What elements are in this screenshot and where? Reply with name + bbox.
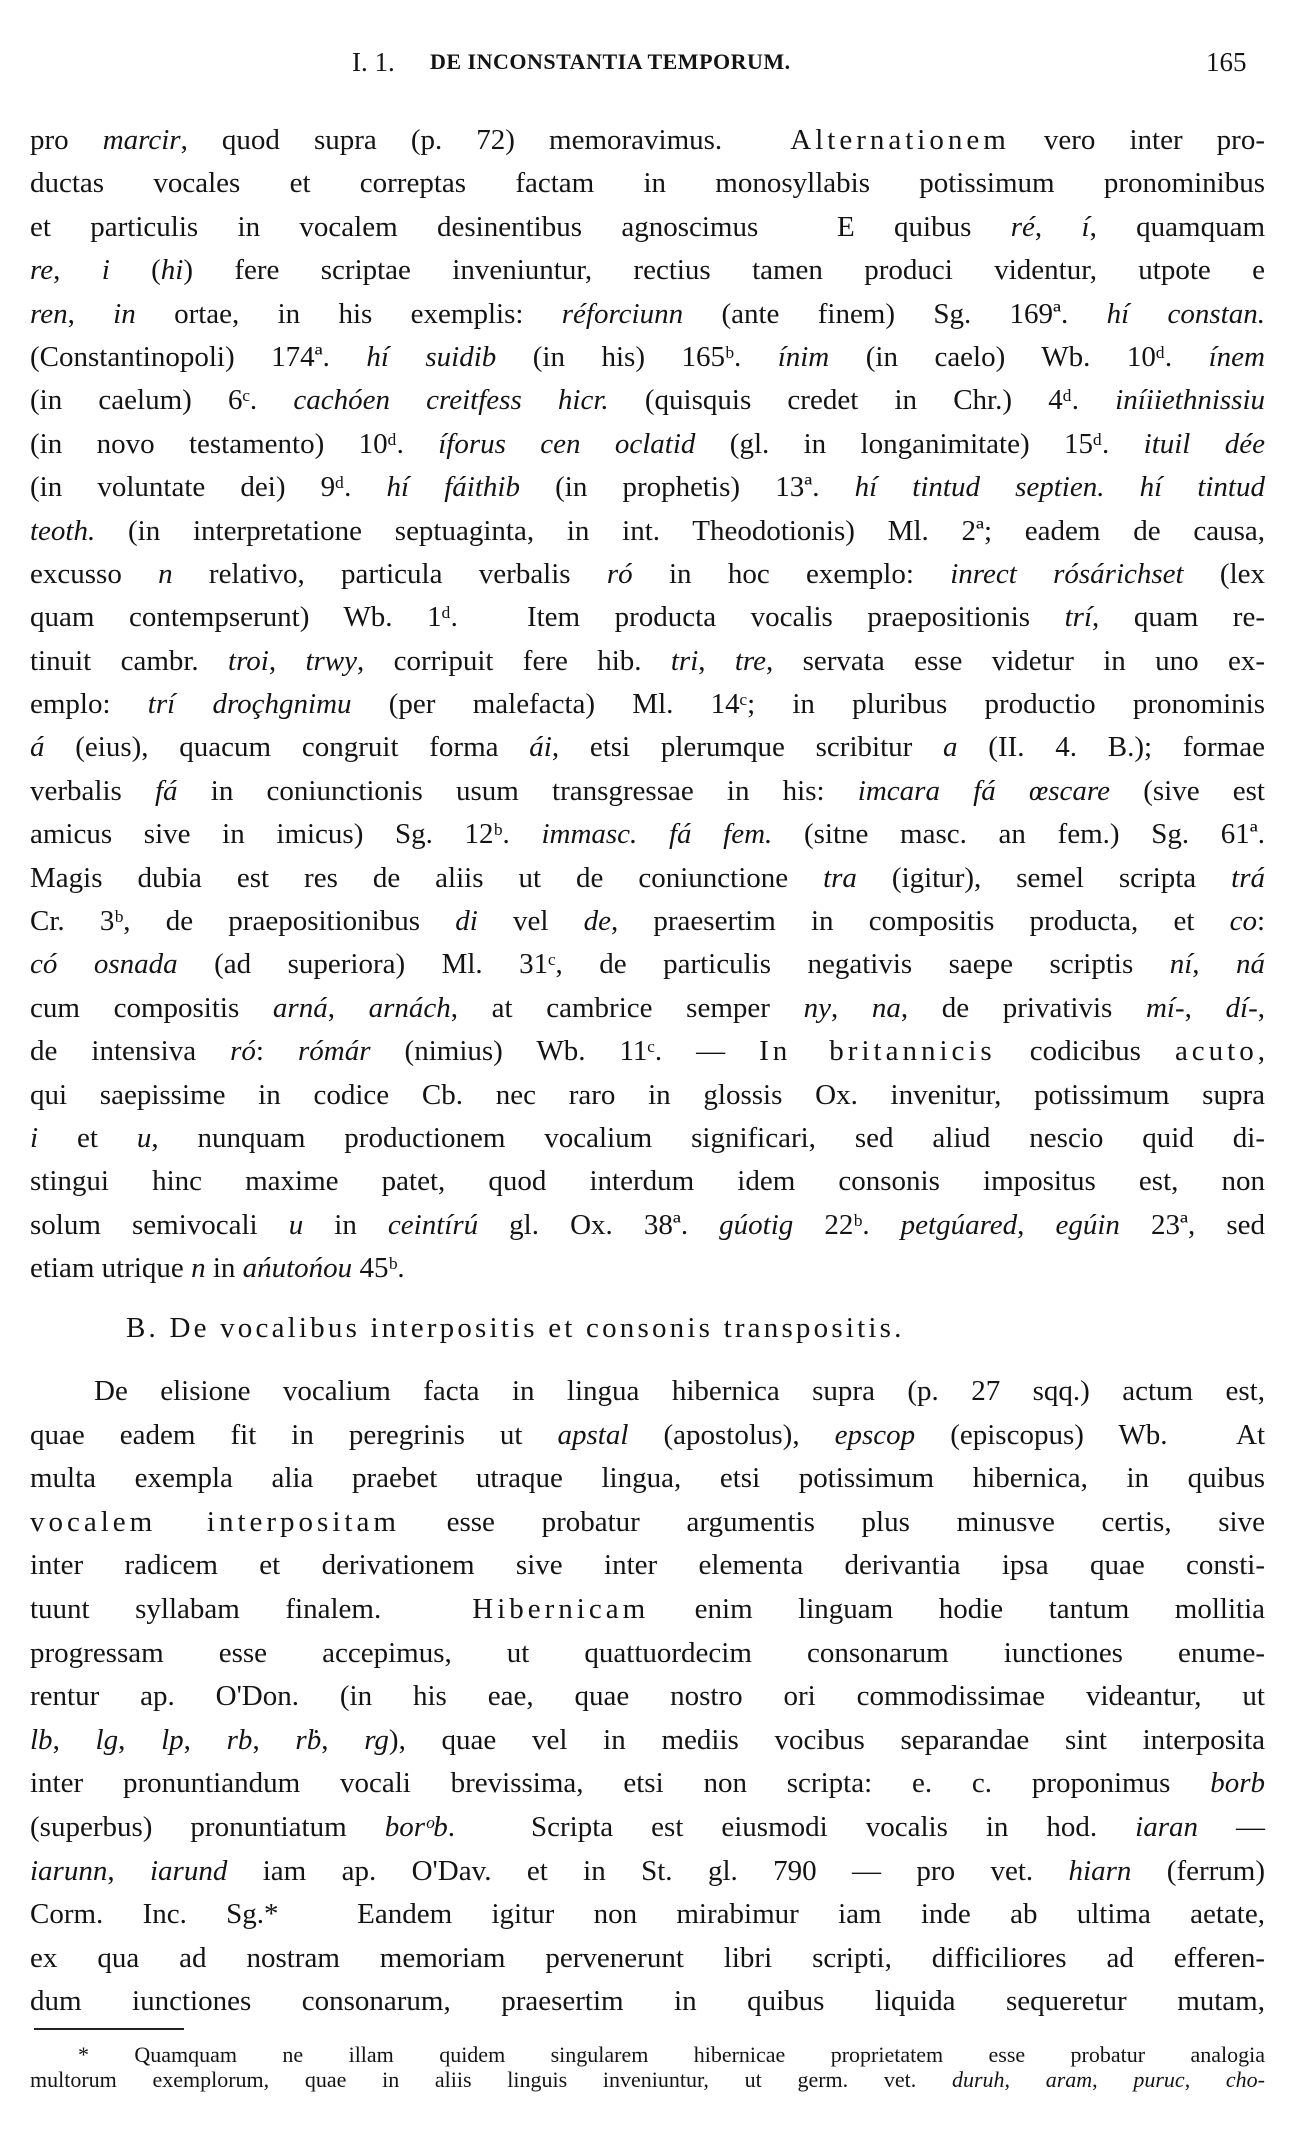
- italic-term: egúin: [1055, 1208, 1120, 1241]
- text-run: ,: [1192, 948, 1236, 981]
- text-run: 23ª, sed: [1119, 1208, 1265, 1241]
- spaced-emphasis: vocalem interpositam: [30, 1505, 400, 1538]
- text-run: . Scripta est eiusmodi vocalis in hod.: [447, 1810, 1136, 1843]
- italic-term: u: [288, 1208, 304, 1241]
- text-run: , de privativis: [900, 991, 1146, 1024]
- text-run: —: [1198, 1810, 1266, 1843]
- text-line: [30, 1030, 1265, 1073]
- text-line: [30, 1117, 1265, 1160]
- italic-term: tra: [823, 861, 857, 894]
- italic-term: co: [1229, 905, 1257, 938]
- text-run: progressam esse accepimus, ut quattuordecim consonarum iunctiones enume-: [30, 1636, 1265, 1669]
- italic-term: ínem: [1208, 340, 1265, 373]
- italic-term: apstal: [557, 1418, 629, 1451]
- text-run: ,: [118, 1723, 162, 1756]
- text-run: stingui hinc maxime patet, quod interdum idem consonis impositus est, non: [30, 1165, 1265, 1198]
- text-run: (in caelo) Wb. 10ᵈ.: [829, 340, 1209, 373]
- text-run: cum compositis: [30, 991, 273, 1024]
- text-line: [30, 770, 1265, 813]
- italic-term: hi: [160, 254, 184, 287]
- italic-term: u: [136, 1121, 152, 1154]
- text-run: (eius), quacum congruit forma: [44, 731, 530, 764]
- italic-term: arná: [272, 991, 328, 1024]
- footnote: [30, 2042, 1265, 2092]
- text-run: (quisquis credet in Chr.) 4ᵈ.: [608, 384, 1116, 417]
- italic-term: imcara fá œscare: [857, 774, 1110, 807]
- italic-term: hiarn: [1068, 1854, 1132, 1887]
- text-line: [30, 1544, 1265, 1588]
- text-run: (apostolus),: [628, 1418, 835, 1451]
- text-run: (in his) 165ᵇ.: [496, 340, 778, 373]
- running-header-title: DE INCONSTANTIA TEMPORUM.: [430, 49, 791, 74]
- text-run: ,: [268, 644, 306, 677]
- italic-term: mí-: [1145, 991, 1185, 1024]
- italic-term: ná: [1236, 948, 1265, 981]
- text-run: dum iunctiones consonarum, praesertim in quibus liquida sequeretur mutam,: [30, 1985, 1265, 2018]
- text-line: [30, 119, 1265, 162]
- italic-term: de: [583, 905, 611, 938]
- italic-term: rb: [226, 1723, 253, 1756]
- italic-term: hí suidib: [366, 340, 497, 373]
- italic-term: có osnada: [30, 948, 178, 981]
- text-run: excusso: [30, 557, 159, 590]
- text-run: qui saepissime in codice Cb. nec raro in glossis Ox. invenitur, potissimum supra: [30, 1078, 1265, 1111]
- text-run: relativo, particula verbalis: [172, 557, 607, 590]
- text-run: de intensiva: [30, 1035, 231, 1068]
- text-run: ,: [1034, 210, 1082, 243]
- italic-term: in: [113, 297, 136, 330]
- text-run: vel: [477, 905, 584, 938]
- text-run: pro: [30, 124, 103, 156]
- text-line: [30, 900, 1265, 943]
- text-run: tinuit cambr.: [30, 644, 229, 677]
- text-run: etiam utrique: [30, 1252, 192, 1285]
- text-run: (superbus) pronuntiatum: [30, 1810, 385, 1843]
- text-run: (igitur), semel scripta: [856, 861, 1232, 894]
- italic-term: epscop: [834, 1418, 916, 1451]
- text-run: iam ap. O'Dav. et in St. gl. 790 — pro vet.: [227, 1854, 1069, 1887]
- text-run: ,: [1184, 2067, 1226, 2092]
- text-line: [30, 1806, 1265, 1850]
- spaced-emphasis: acuto: [1174, 1035, 1258, 1068]
- text-run: (II. 4. B.); formae: [957, 731, 1265, 764]
- text-run: (in novo testamento) 10ᵈ.: [30, 427, 439, 460]
- text-run: (sive est: [1110, 774, 1265, 807]
- text-run: Cr. 3ᵇ, de praepositionibus: [30, 905, 456, 938]
- text-run: vero inter pro-: [1009, 124, 1265, 156]
- text-run: (lex: [1183, 557, 1265, 590]
- italic-term: marcir: [102, 124, 181, 156]
- paragraph-1: [30, 119, 1265, 1291]
- text-run: verbalis: [30, 774, 155, 807]
- italic-term: gúotig: [719, 1208, 794, 1241]
- italic-term: lb: [30, 1723, 53, 1756]
- text-run: De elisione vocalium facta in lingua hibernica supra (p. 27 sqq.) actum est,: [94, 1375, 1265, 1407]
- italic-term: á: [30, 731, 45, 764]
- text-line: [30, 1980, 1265, 2024]
- running-header-section: I. 1.: [352, 47, 395, 77]
- italic-term: iníiiethnissiu: [1115, 384, 1265, 417]
- italic-term: dí-: [1225, 991, 1258, 1024]
- italic-term: ren: [30, 297, 68, 330]
- italic-term: hí tintud septien. hí tintud: [854, 471, 1265, 504]
- footnote-divider: [34, 2028, 184, 2030]
- italic-term: íforus cen oclatid: [438, 427, 696, 460]
- italic-term: ceintírú: [387, 1208, 479, 1241]
- text-run: in hoc exemplo:: [632, 557, 951, 590]
- text-line: [30, 1457, 1265, 1501]
- text-line: [30, 466, 1265, 509]
- text-run: enim linguam hodie tantum mollitia: [649, 1592, 1265, 1625]
- text-run: (in voluntate dei) 9ᵈ.: [30, 471, 387, 504]
- text-line: [30, 1893, 1265, 1937]
- text-run: et particulis in vocalem desinentibus agnoscimus E quibus: [30, 210, 1011, 243]
- text-line: [30, 943, 1265, 986]
- italic-term: tre: [734, 644, 767, 677]
- italic-term: trwy: [305, 644, 358, 677]
- italic-term: n: [191, 1252, 206, 1285]
- italic-term: borᵒb: [384, 1810, 448, 1843]
- italic-term: ańutońou: [242, 1252, 353, 1285]
- text-run: esse probatur argumentis plus minusve certis, sive: [399, 1505, 1265, 1538]
- paragraph-2: [30, 1370, 1265, 2024]
- italic-term: di: [455, 905, 478, 938]
- text-run: (episcopus) Wb. At: [915, 1418, 1266, 1451]
- text-run: (ferrum): [1131, 1854, 1265, 1887]
- text-run: (: [109, 254, 161, 287]
- text-line: [30, 1588, 1265, 1632]
- text-run: ductas vocales et correptas factam in monosyllabis potissimum pronominibus: [30, 167, 1265, 200]
- text-run: :: [1256, 905, 1266, 938]
- text-line: [30, 423, 1265, 466]
- section-heading: B. De vocalibus interpositis et consonis transpositis.: [126, 1312, 905, 1344]
- text-line: [30, 1501, 1265, 1545]
- text-run: in: [205, 1252, 243, 1285]
- text-line: [30, 1370, 1265, 1414]
- text-run: (in interpretatione septuaginta, in int. Theodotionis) Ml. 2ª; eadem de causa,: [95, 514, 1265, 547]
- italic-term: trá: [1231, 861, 1265, 894]
- text-run: tuunt syllabam finalem.: [30, 1592, 473, 1625]
- text-run: ,: [1184, 991, 1226, 1024]
- italic-term: cachóen creitfess hicr.: [293, 384, 609, 417]
- text-run: (in caelum) 6ᶜ.: [30, 384, 294, 417]
- italic-term: iaran: [1135, 1810, 1199, 1843]
- text-run: multorum exemplorum, quae in aliis linguis inveniuntur, ut germ. vet.: [30, 2067, 952, 2092]
- text-run: ,: [52, 1723, 96, 1756]
- italic-term: na: [871, 991, 901, 1024]
- text-run: in: [303, 1208, 388, 1241]
- text-run: ,: [67, 297, 114, 330]
- italic-term: i: [101, 254, 110, 287]
- text-line: [30, 1632, 1265, 1676]
- text-line: [30, 1414, 1265, 1458]
- text-run: ,: [252, 1723, 296, 1756]
- italic-term: ró: [230, 1035, 256, 1068]
- text-line: [30, 813, 1265, 856]
- italic-term: iarund: [149, 1854, 228, 1887]
- text-line: [30, 2067, 1265, 2092]
- italic-term: trí droçhgnimu: [147, 688, 352, 721]
- text-line: [30, 336, 1265, 379]
- text-run: ,: [1017, 1208, 1056, 1241]
- italic-term: immasc. fá fem.: [541, 818, 773, 851]
- text-run: Corm. Inc. Sg.* Eandem igitur non mirabimur iam inde ab ultima aetate,: [30, 1898, 1265, 1931]
- italic-term: petgúared: [900, 1208, 1018, 1241]
- italic-term: lp: [161, 1723, 184, 1756]
- italic-term: ituil dée: [1143, 427, 1265, 460]
- text-run: ,: [1092, 2067, 1134, 2092]
- text-run: ,: [183, 1723, 227, 1756]
- text-run: , servata esse videtur in uno ex-: [766, 644, 1265, 677]
- text-run: Magis dubia est res de aliis ut de coniunctione: [30, 861, 824, 894]
- text-line: [30, 1160, 1265, 1203]
- italic-term: rḃ: [295, 1723, 322, 1756]
- text-run: gl. Ox. 38ª.: [478, 1208, 720, 1241]
- text-run: 22ᵇ.: [793, 1208, 901, 1241]
- text-line: [30, 1675, 1265, 1719]
- italic-term: inrect rósárichset: [950, 557, 1184, 590]
- text-run: ,: [327, 991, 369, 1024]
- text-run: , nunquam productionem vocalium significari, sed aliud nescio quid di-: [151, 1121, 1265, 1154]
- spaced-emphasis: Alternationem: [790, 124, 1010, 156]
- text-line: [30, 640, 1265, 683]
- text-run: ex qua ad nostram memoriam pervenerunt libri scripti, difficiliores ad efferen-: [30, 1941, 1265, 1974]
- text-line: [30, 249, 1265, 292]
- italic-term: lg: [95, 1723, 119, 1756]
- text-run: ,: [1004, 2067, 1046, 2092]
- text-run: ,: [1257, 1035, 1265, 1068]
- text-line: [30, 206, 1265, 249]
- text-run: , quod supra (p. 72) memoravimus.: [180, 124, 791, 156]
- text-line: [30, 510, 1265, 553]
- italic-term: ínim: [777, 340, 830, 373]
- text-line: [30, 726, 1265, 769]
- italic-term: puruc: [1133, 2067, 1185, 2092]
- text-run: , quam re-: [1092, 601, 1265, 634]
- text-line: [30, 857, 1265, 900]
- italic-term: rg: [364, 1723, 389, 1756]
- italic-term: hí constan.: [1106, 297, 1265, 330]
- text-run: ortae, in his exemplis:: [135, 297, 562, 330]
- text-line: [30, 293, 1265, 336]
- italic-term: iarunn: [30, 1854, 108, 1887]
- italic-term: borb: [1210, 1767, 1265, 1800]
- text-run: (ante finem) Sg. 169ª.: [683, 297, 1107, 330]
- text-line: [30, 1204, 1265, 1247]
- italic-term: tri: [670, 644, 699, 677]
- text-line: [30, 1850, 1265, 1894]
- italic-term: arnách: [368, 991, 451, 1024]
- text-run: (Constantinopoli) 174ª.: [30, 340, 367, 373]
- text-run: * Quamquam ne illam quidem singularem hibernicae proprietatem esse probatur analogia: [78, 2042, 1265, 2067]
- text-run: (in prophetis) 13ª.: [519, 471, 855, 504]
- text-line: [30, 987, 1265, 1030]
- text-run: inter pronuntiandum vocali brevissima, etsi non scripta: e. c. proponimus: [30, 1767, 1211, 1800]
- text-run: ,: [53, 254, 102, 287]
- text-run: (per malefacta) Ml. 14ᶜ; in pluribus productio pronominis: [351, 688, 1265, 721]
- italic-term: rómár: [298, 1035, 371, 1068]
- text-run: :: [255, 1035, 299, 1068]
- spaced-emphasis: Hibernicam: [472, 1592, 650, 1625]
- italic-term: trí: [1064, 601, 1093, 634]
- italic-term: a: [943, 731, 958, 764]
- text-run: inter radicem et derivationem sive inter elementa derivantia ipsa quae consti-: [30, 1549, 1265, 1582]
- text-run: (sitne masc. an fem.) Sg. 61ª.: [772, 818, 1265, 851]
- italic-term: hí fáithib: [386, 471, 520, 504]
- text-line: [30, 1074, 1265, 1117]
- italic-term: duruh: [951, 2067, 1005, 2092]
- text-run: multa exempla alia praebet utraque lingua, etsi potissimum hibernica, in quibus: [30, 1462, 1265, 1495]
- text-run: ,: [698, 644, 735, 677]
- text-line: [30, 1719, 1265, 1763]
- text-run: ,: [107, 1854, 150, 1887]
- text-run: quae eadem fit in peregrinis ut: [30, 1418, 558, 1451]
- text-run: ) fere scriptae inveniuntur, rectius tamen produci videntur, utpote e: [183, 254, 1265, 287]
- text-run: ,: [830, 991, 872, 1024]
- text-run: solum semivocali: [30, 1208, 289, 1241]
- text-run: quam contempserunt) Wb. 1ᵈ. Item producta vocalis praepositionis: [30, 601, 1065, 634]
- italic-term: ní: [1169, 948, 1193, 981]
- italic-term: i: [30, 1121, 39, 1154]
- text-run: rentur ap. O'Don. (in his eae, quae nostro ori commodissimae videantur, ut: [30, 1680, 1265, 1713]
- italic-term: fá: [155, 774, 178, 807]
- text-run: (ad superiora) Ml. 31ᶜ, de particulis negativis saepe scriptis: [177, 948, 1170, 981]
- text-line: [30, 2042, 1265, 2067]
- text-run: ), quae vel in mediis vocibus separandae sint interposita: [388, 1723, 1266, 1756]
- text-run: 45ᵇ.: [352, 1252, 405, 1285]
- italic-term: re: [30, 254, 54, 287]
- italic-term: teoth.: [30, 514, 96, 547]
- italic-term: n: [158, 557, 173, 590]
- text-line: [30, 683, 1265, 726]
- italic-term: ny: [803, 991, 831, 1024]
- italic-term: ái: [529, 731, 552, 764]
- text-run: emplo:: [30, 688, 148, 721]
- italic-term: troi: [228, 644, 269, 677]
- text-run: , quamquam: [1089, 210, 1266, 243]
- italic-term: cho-: [1225, 2067, 1265, 2092]
- text-run: (nimius) Wb. 11ᶜ. —: [370, 1035, 760, 1068]
- text-run: et: [38, 1121, 137, 1154]
- text-run: , praesertim in compositis producta, et: [610, 905, 1230, 938]
- text-line: [30, 1937, 1265, 1981]
- italic-term: í: [1081, 210, 1090, 243]
- text-line: [30, 553, 1265, 596]
- italic-term: aram: [1045, 2067, 1093, 2092]
- text-run: in coniunctionis usum transgressae in his:: [177, 774, 858, 807]
- italic-term: réforciunn: [561, 297, 684, 330]
- text-run: , etsi plerumque scribitur: [551, 731, 944, 764]
- text-run: amicus sive in imicus) Sg. 12ᵇ.: [30, 818, 542, 851]
- text-line: [30, 162, 1265, 205]
- text-run: , at cambrice semper: [450, 991, 804, 1024]
- text-run: ,: [321, 1723, 365, 1756]
- text-line: [30, 379, 1265, 422]
- text-run: (gl. in longanimitate) 15ᵈ.: [695, 427, 1144, 460]
- text-run: codicibus: [995, 1035, 1175, 1068]
- text-run: ,: [1257, 991, 1266, 1024]
- spaced-emphasis: In britannicis: [759, 1035, 996, 1068]
- text-line: [30, 1762, 1265, 1806]
- italic-term: ró: [606, 557, 633, 590]
- text-run: , corripuit fere hib.: [357, 644, 671, 677]
- italic-term: ré: [1010, 210, 1035, 243]
- page-number: 165: [1206, 47, 1247, 77]
- text-line: [30, 1247, 1265, 1290]
- text-line: [30, 596, 1265, 639]
